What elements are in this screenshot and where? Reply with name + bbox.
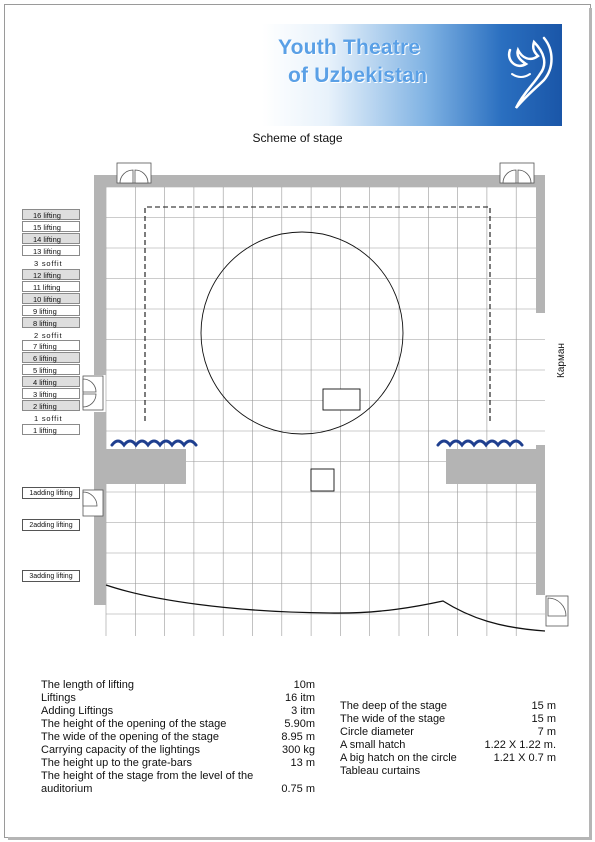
right-wall-lower	[536, 445, 545, 595]
adding-lifting-label: 3adding lifting	[22, 570, 80, 582]
spec-label: The wide of the stage	[340, 713, 446, 725]
spec-label: Adding Liftings	[41, 705, 114, 717]
spec-value: 0.75 m	[281, 783, 315, 795]
lifting-label: 15 lifting	[22, 221, 80, 232]
spec-row	[41, 744, 315, 757]
spec-label: The wide of the opening of the stage	[41, 731, 219, 743]
lifting-label: 9 lifting	[22, 305, 80, 316]
spec-row	[340, 700, 556, 713]
spec-label: The height of the opening of the stage	[41, 718, 227, 730]
left-lower-door	[83, 490, 103, 516]
lifting-label: 8 lifting	[22, 317, 80, 328]
soffit-label: 1 soffit	[34, 414, 63, 424]
stage-front-edge	[106, 585, 545, 631]
spec-label: The deep of the stage	[340, 700, 448, 712]
lifting-label: 1 lifting	[22, 424, 80, 435]
spec-value: 13 m	[290, 757, 315, 769]
spec-row	[340, 726, 556, 739]
spec-label: The length of lifting	[41, 679, 134, 691]
spec-label: A big hatch on the circle	[340, 752, 457, 764]
spec-row	[41, 705, 315, 718]
spec-value: 300 kg	[281, 744, 315, 756]
top-wall	[94, 175, 536, 187]
adding-lifting-label: 1adding lifting	[22, 487, 80, 499]
spec-row	[41, 770, 315, 796]
spec-row	[41, 692, 315, 705]
dashed-stage-boundary	[145, 207, 490, 421]
scheme-title: Scheme of stage	[252, 131, 343, 145]
top-left-door	[117, 163, 151, 183]
lifting-label: 2 lifting	[22, 400, 80, 411]
soffit-label: 3 soffit	[34, 258, 63, 268]
curtain-right	[438, 441, 522, 445]
specs-left	[41, 679, 315, 796]
spec-label: The height of the stage from the level of the auditorium	[41, 770, 254, 795]
spec-label: Circle diameter	[340, 726, 414, 738]
side-pocket-label: Карман	[556, 343, 567, 378]
lifting-label: 3 lifting	[22, 388, 80, 399]
logo-title-line1: Youth Theatre	[278, 36, 421, 59]
soffit-label: 2 soffit	[34, 330, 63, 340]
spec-label: Tableau curtains	[340, 765, 421, 777]
spec-label: Carrying capacity of the lightings	[41, 744, 200, 756]
spec-row	[340, 765, 556, 778]
spec-value: 8.95 m	[281, 731, 315, 743]
spec-value: 10m	[293, 679, 315, 691]
spec-value: 1.22 X 1.22 m.	[484, 739, 556, 751]
logo-title-line2: of Uzbekistan	[288, 64, 428, 87]
left-wing-block	[106, 449, 186, 484]
lifting-label: 13 lifting	[22, 245, 80, 256]
spec-row	[340, 752, 556, 765]
left-wall-upper	[94, 175, 106, 375]
spec-value: 15 m	[531, 700, 556, 712]
stage-grid	[106, 187, 545, 636]
spec-label: A small hatch	[340, 739, 406, 751]
spec-value: 1.21 X 0.7 m	[493, 752, 556, 764]
top-right-door	[500, 163, 534, 183]
lifting-label: 16 lifting	[22, 209, 80, 220]
spec-value: 15 m	[531, 713, 556, 725]
small-hatch	[311, 469, 334, 491]
spec-value: 5.90m	[284, 718, 315, 730]
lifting-label: 4 lifting	[22, 376, 80, 387]
lifting-label: 6 lifting	[22, 352, 80, 363]
lifting-label: 10 lifting	[22, 293, 80, 304]
big-hatch-on-circle	[323, 389, 360, 410]
adding-lifting-label: 2adding lifting	[22, 519, 80, 531]
curtain-left	[112, 441, 196, 445]
left-side-door	[83, 376, 103, 410]
lifting-label: 12 lifting	[22, 269, 80, 280]
spec-row	[41, 731, 315, 744]
lifting-label: 11 lifting	[22, 281, 80, 292]
spec-row	[41, 718, 315, 731]
lifting-label: 7 lifting	[22, 340, 80, 351]
specs-right	[340, 700, 556, 778]
spec-row	[340, 713, 556, 726]
lifting-label: 14 lifting	[22, 233, 80, 244]
lifting-label: 5 lifting	[22, 364, 80, 375]
spec-label: The height up to the grate-bars	[41, 757, 193, 769]
right-wing-block	[446, 449, 536, 484]
spec-value: 16 itm	[285, 692, 315, 704]
right-wall-upper	[536, 175, 545, 313]
bottom-right-door	[546, 596, 568, 626]
spec-value: 7 m	[537, 726, 556, 738]
spec-label: Liftings	[41, 692, 76, 704]
spec-row	[41, 757, 315, 770]
spec-row	[41, 679, 315, 692]
revolving-circle	[201, 232, 403, 434]
spec-row	[340, 739, 556, 752]
spec-value: 3 itm	[291, 705, 315, 717]
